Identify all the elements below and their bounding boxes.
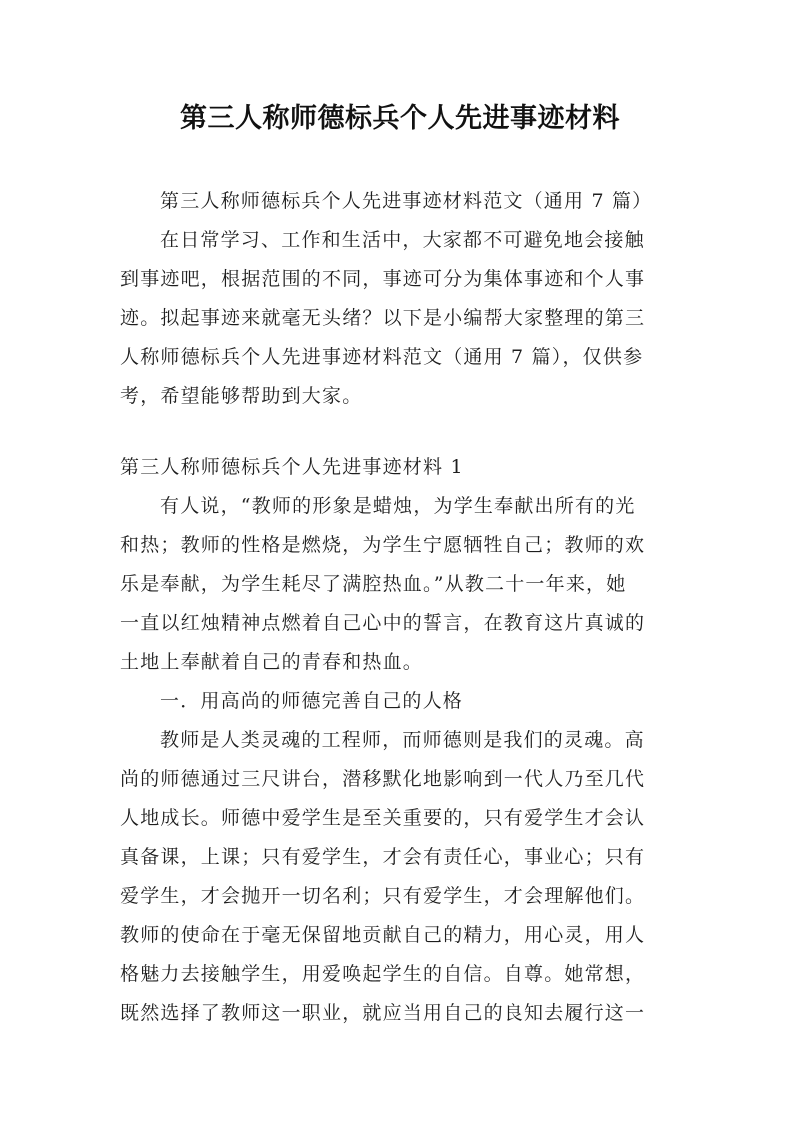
section-line: 和热；教师的性格是燃烧，为学生宁愿牺牲自己；教师的欢 [120, 534, 646, 556]
section-1 [120, 448, 680, 1033]
section-line: 教师是人类灵魂的工程师，而师德则是我们的灵魂。高 [160, 729, 645, 751]
section-line: 尚的师德通过三尺讲台，潜移默化地影响到一代人乃至几代 [120, 768, 646, 790]
section-line: 既然选择了教师这一职业，就应当用自己的良知去履行这一 [120, 1002, 646, 1024]
intro-line: 在日常学习、工作和生活中，大家都不可避免地会接触 [160, 229, 645, 251]
section-line: 真备课，上课；只有爱学生，才会有责任心，事业心；只有 [120, 846, 646, 868]
section-line: 一直以红烛精神点燃着自己心中的誓言，在教育这片真诚的 [120, 612, 646, 634]
section-line: 人地成长。师德中爱学生是至关重要的，只有爱学生才会认 [120, 807, 646, 829]
subsection-heading: 一．用高尚的师德完善自己的人格 [160, 690, 464, 712]
section-line: 爱学生，才会抛开一切名利；只有爱学生，才会理解他们。 [120, 885, 646, 907]
intro-line: 第三人称师德标兵个人先进事迹材料范文（通用 7 篇） [160, 190, 653, 212]
intro-paragraph [120, 182, 680, 416]
section-line: 有人说，“教师的形象是蜡烛，为学生奉献出所有的光 [160, 495, 636, 517]
intro-line: 到事迹吧，根据范围的不同，事迹可分为集体事迹和个人事 [120, 268, 646, 290]
section-line: 土地上奉献着自己的青春和热血。 [120, 651, 424, 673]
section-line: 教师的使命在于毫无保留地贡献自己的精力，用心灵，用人 [120, 924, 646, 946]
intro-line: 人称师德标兵个人先进事迹材料范文（通用 7 篇），仅供参 [120, 346, 644, 368]
intro-line: 迹。拟起事迹来就毫无头绪？以下是小编帮大家整理的第三 [120, 307, 646, 329]
intro-line: 考，希望能够帮助到大家。 [120, 385, 363, 407]
section-line: 乐是奉献，为学生耗尽了满腔热血。”从教二十一年来，她 [120, 573, 627, 595]
section-heading: 第三人称师德标兵个人先进事迹材料 1 [120, 456, 464, 478]
document-title: 第三人称师德标兵个人先进事迹材料 [180, 103, 620, 134]
section-line: 格魅力去接触学生，用爱唤起学生的自信。自尊。她常想， [120, 963, 646, 985]
